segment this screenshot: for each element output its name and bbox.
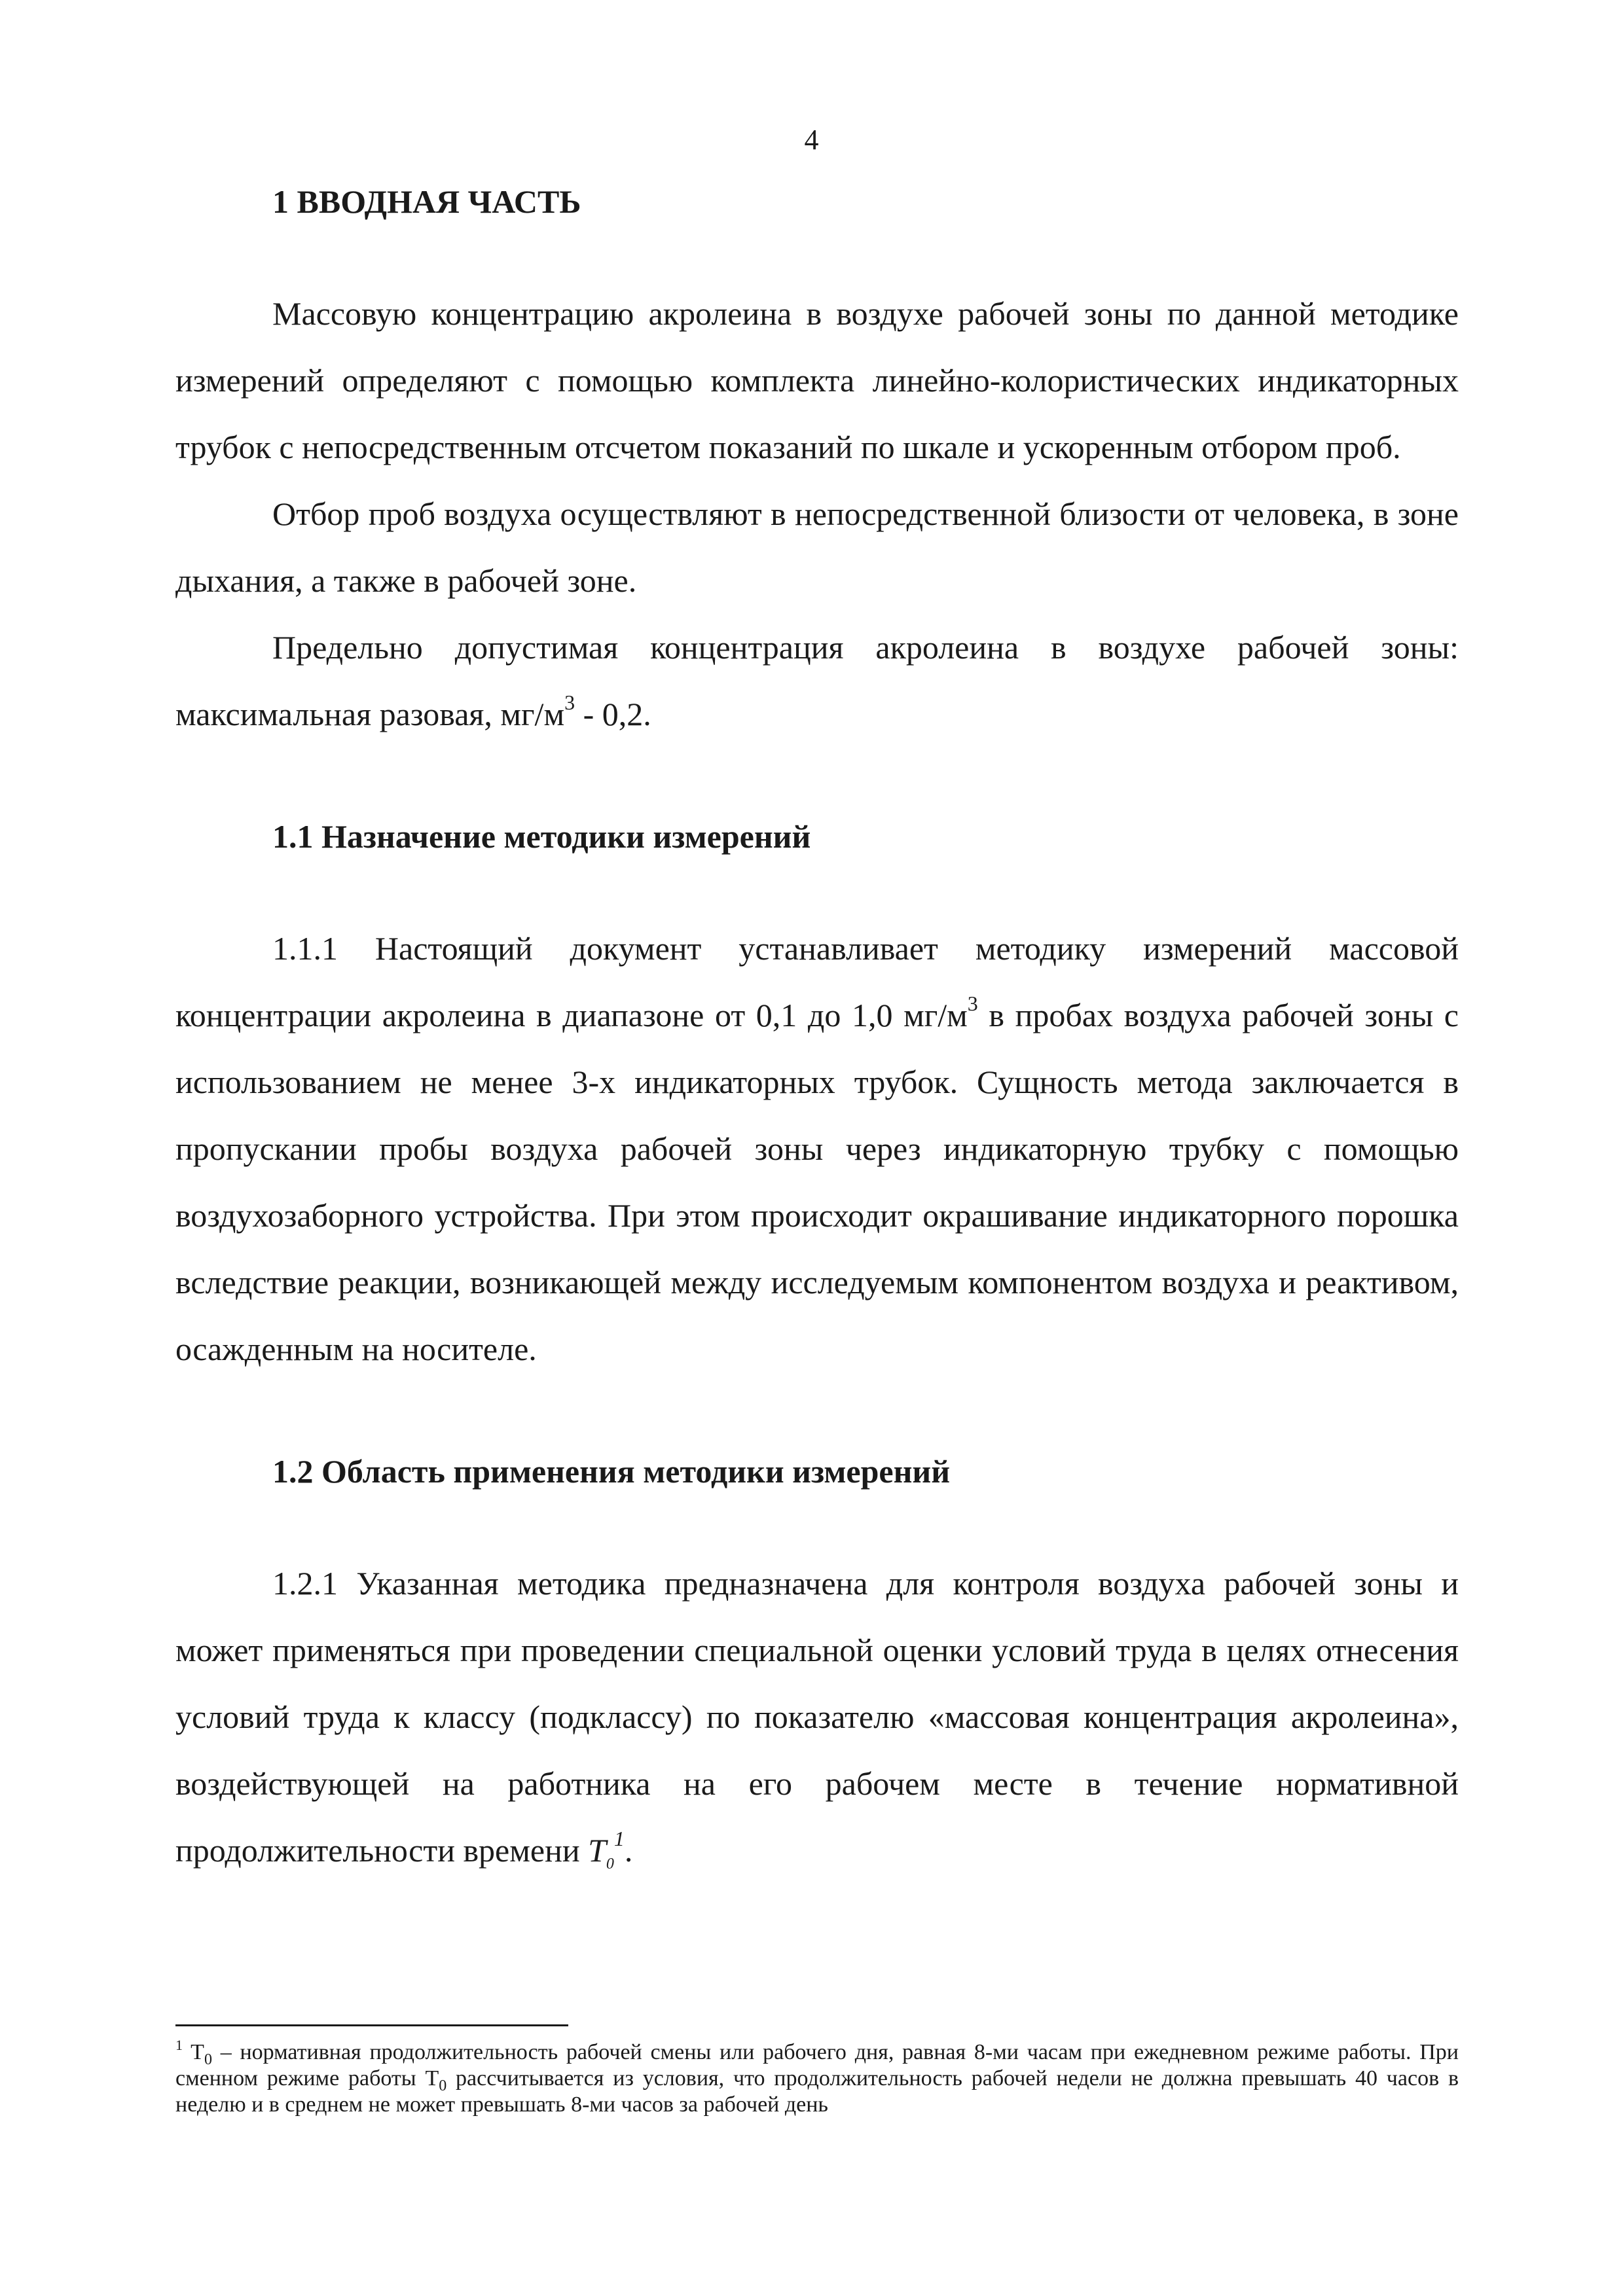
subsection-title-purpose: 1.1 Назначение методики измерений xyxy=(272,818,811,855)
purpose-paragraph-text-end: в пробах воздуха рабочей зоны с использованием не менее 3-х индикаторных трубок. Сущность метода заключается в пропускании пробы воздуха рабочей зоны через индикаторную трубку с помощью воздухозаборного устройства. При этом происходит окрашивание индикаторного порошка вследствие реакции, возникающей между исследуемым компонентом воздуха и реактивом, осажденным на носителе. xyxy=(175,997,1459,1367)
intro-paragraph-3-text: Предельно допустимая концентрация акролеина в воздухе рабочей зоны: максимальная разовая, мг/м xyxy=(175,629,1459,732)
purpose-paragraph xyxy=(175,915,1459,1382)
footnote-text-start: – нормативная продолжительность рабочей смены или рабочего дня, равная 8-ми часам при ежедневном режиме работы. При сменном режиме работы xyxy=(175,2040,1459,2090)
intro-paragraph-1: Массовую концентрацию акролеина в воздухе рабочей зоны по данной методике измерений определяют с помощью комплекта линейно-колористических индикаторных трубок с непосредственным отсчетом показаний по шкале и ускоренным отбором проб. xyxy=(175,295,1459,465)
footnote-t-letter-2: T xyxy=(425,2066,439,2090)
footnote-t-subscript: 0 xyxy=(204,2051,212,2068)
scope-paragraph xyxy=(175,1550,1459,1884)
time-variable xyxy=(588,1827,625,1873)
footnote-reference: 1 xyxy=(613,1827,625,1851)
page-number: 4 xyxy=(804,124,819,156)
footnote-t-subscript-2: 0 xyxy=(439,2077,447,2094)
section-title: 1 ВВОДНАЯ ЧАСТЬ xyxy=(272,183,581,220)
time-variable-subscript: 0 xyxy=(606,1856,614,1873)
subsection-title-scope: 1.2 Область применения методики измерений xyxy=(272,1453,951,1490)
purpose-paragraph-text-start: 1.1.1 Настоящий документ устанавливает методику измерений массовой концентрации акролеина в диапазоне от 0,1 до 1,0 мг/м xyxy=(175,930,1459,1033)
scope-paragraph-end: . xyxy=(624,1832,633,1869)
intro-paragraph-2: Отбор проб воздуха осуществляют в непосредственной близости от человека, в зоне дыхания, а также в рабочей зоне. xyxy=(175,495,1459,599)
footnote-separator xyxy=(175,2024,568,2026)
footnote-t-letter: T xyxy=(191,2040,204,2064)
scope-paragraph-text: 1.2.1 Указанная методика предназначена для контроля воздуха рабочей зоны и может применяться при проведении специальной оценки условий труда в целях отнесения условий труда к классу (подклассу) по показателю «массовая концентрация акролеина», воздействующей на работника на его рабочем месте в течение нормативной продолжительности времени xyxy=(175,1565,1459,1869)
intro-paragraph-3 xyxy=(175,614,1459,747)
footnote-marker: 1 xyxy=(175,2036,183,2053)
document-body xyxy=(175,175,1459,1884)
time-variable-letter: T xyxy=(588,1832,606,1869)
intro-paragraph-3-value: - 0,2. xyxy=(575,696,651,732)
unit-exponent: 3 xyxy=(564,691,575,715)
footnote xyxy=(175,2036,1459,2118)
footnote-text-end: рассчитывается из условия, что продолжительность рабочей недели не должна превышать 40 часов в неделю и в среднем не может превышать 8-ми часов за рабочей день xyxy=(175,2066,1459,2117)
unit-exponent: 3 xyxy=(967,992,978,1016)
